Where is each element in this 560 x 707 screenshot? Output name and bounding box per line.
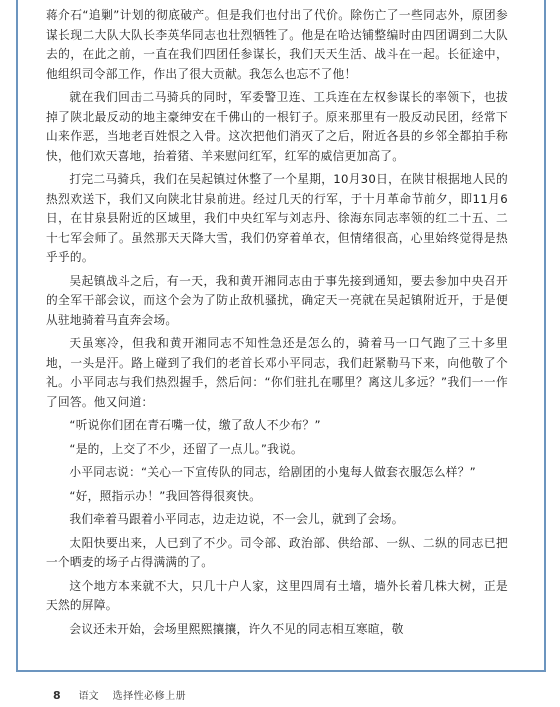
paragraph: 这个地方本来就不大，只几十户人家，这里四周有土墙，墙外长着几株大树，正是天然的屏障。 <box>46 578 508 612</box>
paragraph: 打完二马骑兵，我们在吴起镇过休整了一个星期，10月30日，在陕甘根据地人民的热烈欢送下，我们又向陕北甘泉前进。经过几天的行军，于十月革命节前夕，即11月6日，在甘泉县附近的区域里，我们中央红军与刘志丹、徐海东同志率领的红二十五、二十七军会师了。虽然那天天降大雪，我们仍穿着单衣，但情绪很高，心里始终觉得是热乎乎的。 <box>46 172 508 264</box>
paragraph: 蒋介石“追剿”计划的彻底破产。但是我们也付出了代价。除伤亡了一些同志外，原团参谋长现二大队大队长李英华同志也壮烈牺牲了。他是在哈达铺整编时由四团调到二大队去的，在此之前，一直在我们四团任参谋长，我们天天生活、战斗在一起。长征途中，他组织司令部工作，作出了很大贡献。我怎么也忘不了他！ <box>46 8 508 81</box>
page-number: 8 <box>53 689 61 702</box>
paragraph: 太阳快要出来，人已到了不少。司令部、政治部、供给部、一纵、二纵的同志已把一个晒麦的场子占得满满的了。 <box>46 535 508 569</box>
paragraph: “听说你们团在青石嘴一仗，缴了敌人不少布？” <box>69 418 321 432</box>
article-body <box>46 6 508 643</box>
paragraph: 会议还未开始，会场里熙熙攘攘，许久不见的同志相互寒暄，敬 <box>69 621 404 636</box>
paragraph: 小平同志说：“关心一下宣传队的同志，给剧团的小鬼每人做套衣服怎么样？” <box>69 465 476 479</box>
paragraph: “是的，上交了不少，还留了一点儿。”我说。 <box>69 441 303 456</box>
paragraph: “好，照指示办！”我回答得很爽快。 <box>69 488 262 503</box>
paragraph: 就在我们回击二马骑兵的同时，军委警卫连、工兵连在左权参谋长的率领下，也拔掉了陕北最反动的地主豪绅安在千佛山的一根钉子。原来那里有一股反动民团，经常下山来作恶，当地老百姓恨之入骨。这次把他们消灭了之后，附近各县的乡邻全都拍手称快，他们欢天喜地，抬着猪、羊来慰问红军，红军的威信更加高了。 <box>46 90 508 163</box>
paragraph: 吴起镇战斗之后，有一天，我和黄开湘同志由于事先接到通知，要去参加中央召开的全军干部会议，而这个会为了防止敌机骚扰，确定天一亮就在吴起镇附近开，于是便从驻地骑着马直奔会场。 <box>46 273 508 327</box>
subject-label: 语文 <box>78 691 99 702</box>
paragraph: 我们牵着马跟着小平同志，边走边说，不一会儿，就到了会场。 <box>69 512 404 526</box>
paragraph: 天虽寒冷，但我和黄开湘同志不知性急还是怎么的，骑着马一口气跑了三十多里地，一头是汗。路上碰到了我们的老首长邓小平同志，我们赶紧勒马下来，向他敬了个礼。小平同志与我们热烈握手，然后问：“你们驻扎在哪里？离这儿多远？”我们一一作了回答。他又问道： <box>46 336 508 409</box>
book-title: 选择性必修上册 <box>112 691 187 702</box>
page-footer <box>53 687 186 702</box>
